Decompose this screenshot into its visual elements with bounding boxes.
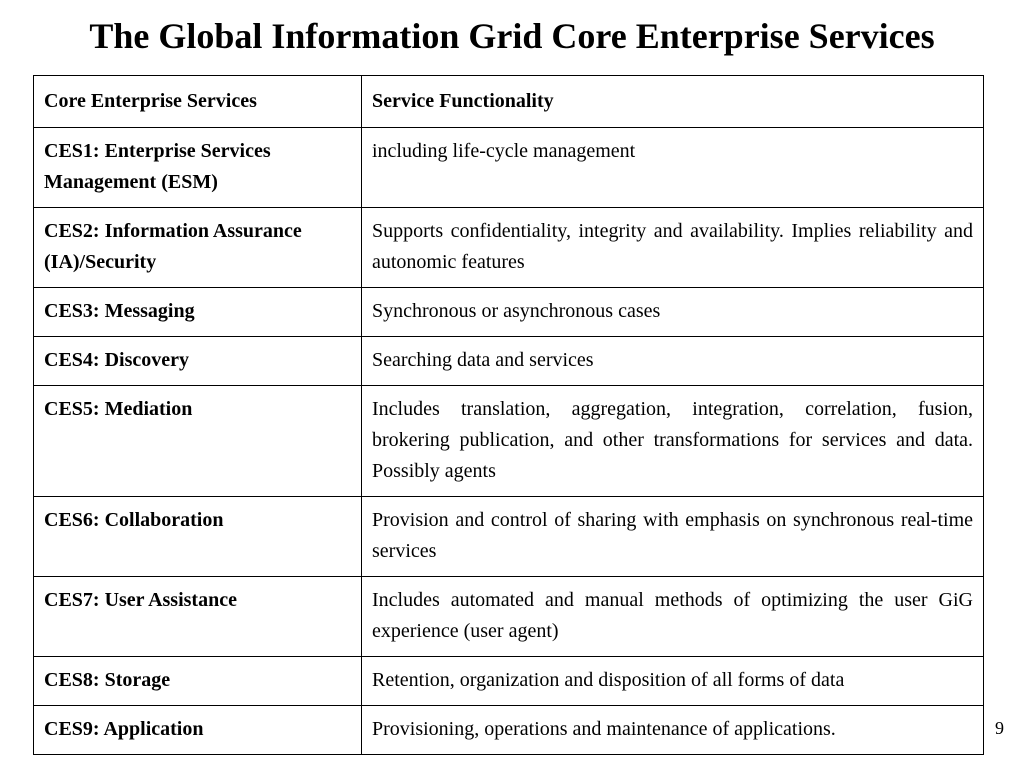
header-core-enterprise-services: Core Enterprise Services xyxy=(34,76,362,128)
table-row xyxy=(34,577,984,657)
service-functionality-cell: Retention, organization and disposition of all forms of data xyxy=(362,657,984,706)
table-row xyxy=(34,657,984,706)
service-name-cell: CES7: User Assistance xyxy=(34,577,362,657)
table-row xyxy=(34,337,984,386)
table-row xyxy=(34,386,984,497)
service-name-cell: CES8: Storage xyxy=(34,657,362,706)
service-name-cell: CES5: Mediation xyxy=(34,386,362,497)
service-functionality-cell: Includes automated and manual methods of optimizing the user GiG experience (user agent) xyxy=(362,577,984,657)
service-name-cell: CES6: Collaboration xyxy=(34,497,362,577)
slide-title: The Global Information Grid Core Enterprise Services xyxy=(89,16,935,56)
service-name-cell: CES4: Discovery xyxy=(34,337,362,386)
service-functionality-cell: Provision and control of sharing with emphasis on synchronous real-time services xyxy=(362,497,984,577)
service-functionality-cell: Searching data and services xyxy=(362,337,984,386)
service-name-cell: CES9: Application xyxy=(34,706,362,755)
service-name-cell: CES2: Information Assurance (IA)/Security xyxy=(34,208,362,288)
table-row xyxy=(34,288,984,337)
service-functionality-cell: Supports confidentiality, integrity and availability. Implies reliability and autonomic features xyxy=(362,208,984,288)
service-functionality-cell: including life-cycle management xyxy=(362,128,984,208)
table-row xyxy=(34,208,984,288)
table-row xyxy=(34,706,984,755)
service-name-cell: CES1: Enterprise Services Management (ESM) xyxy=(34,128,362,208)
header-service-functionality: Service Functionality xyxy=(362,76,984,128)
service-name-cell: CES3: Messaging xyxy=(34,288,362,337)
table-row xyxy=(34,128,984,208)
service-functionality-cell: Provisioning, operations and maintenance of applications. xyxy=(362,706,984,755)
table-header-row xyxy=(34,76,984,128)
ces-table xyxy=(33,75,984,755)
service-functionality-cell: Includes translation, aggregation, integration, correlation, fusion, brokering publication, and other transformations for services and data. Possibly agents xyxy=(362,386,984,497)
page-number: 9 xyxy=(995,718,1004,738)
table-row xyxy=(34,497,984,577)
service-functionality-cell: Synchronous or asynchronous cases xyxy=(362,288,984,337)
